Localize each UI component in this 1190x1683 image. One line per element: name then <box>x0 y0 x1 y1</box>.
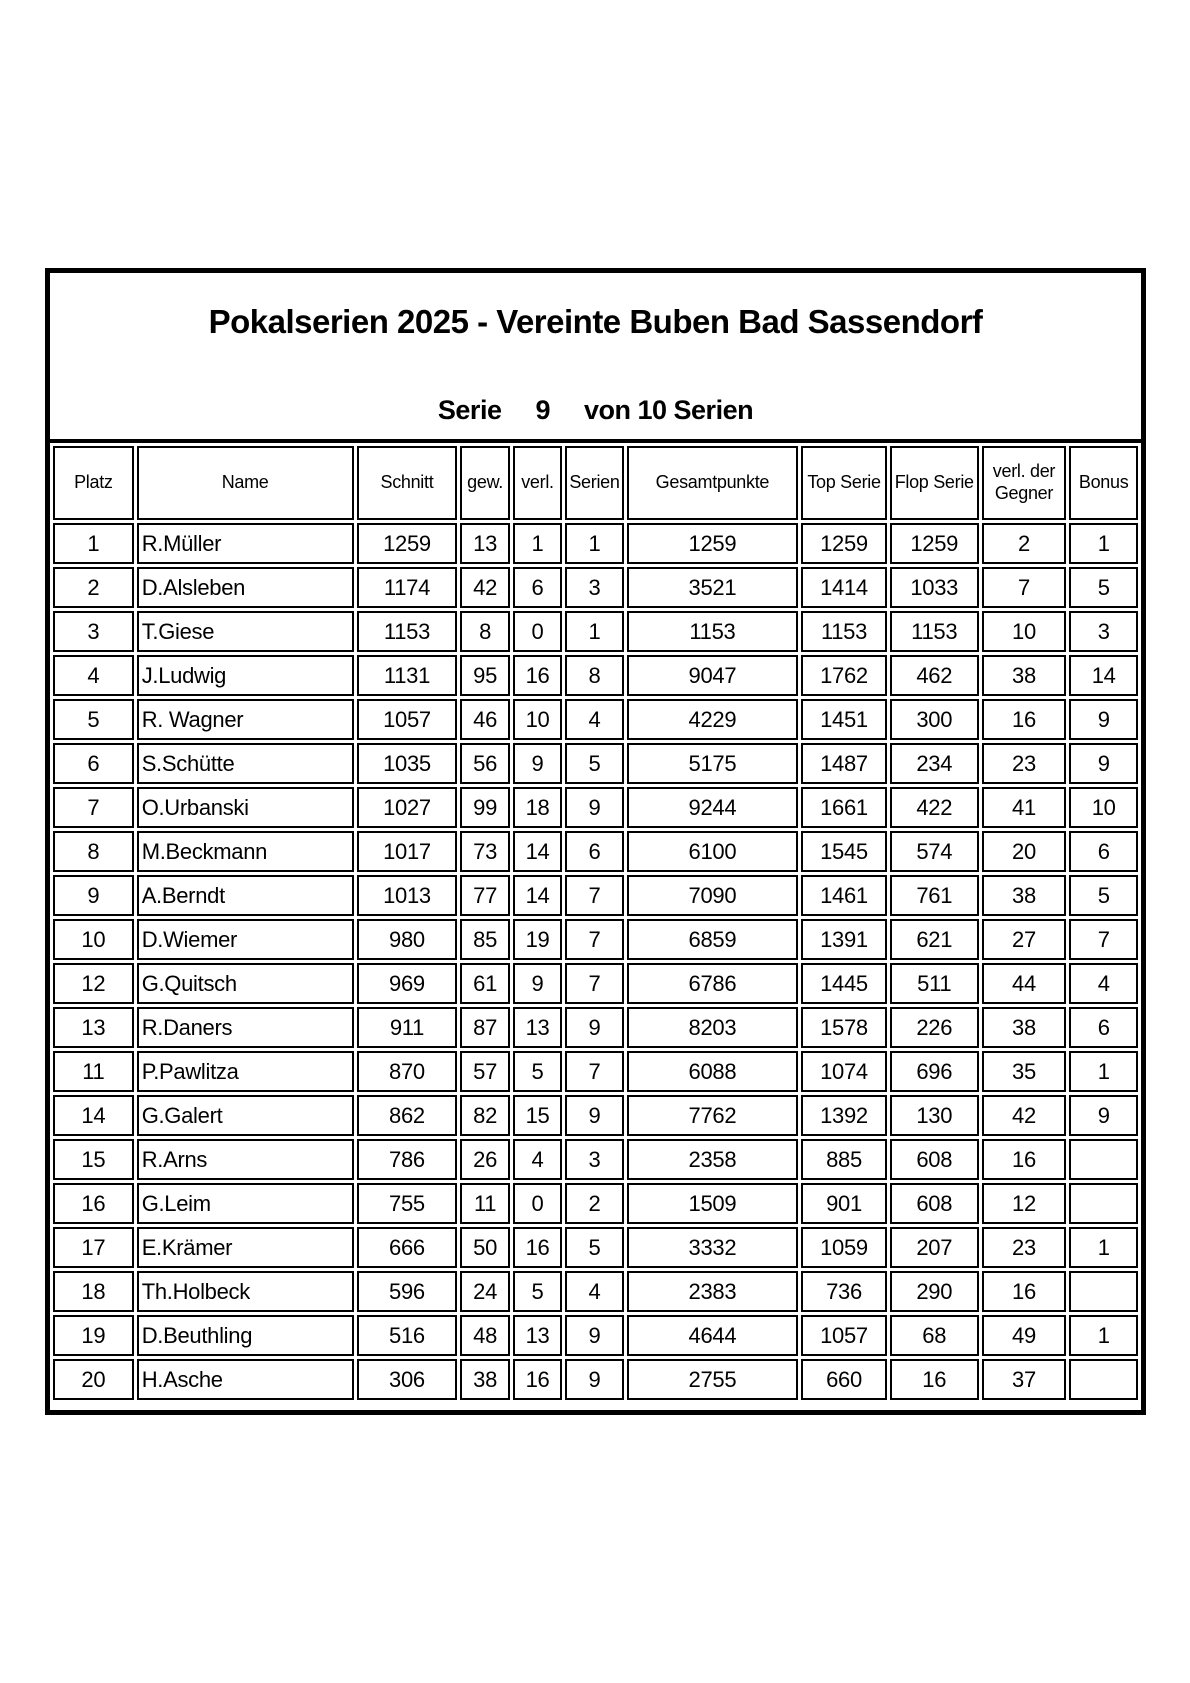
cell-top-serie: 1451 <box>801 699 887 740</box>
cell-verl: 9 <box>513 963 562 1004</box>
cell-verl-der-gegner: 37 <box>982 1359 1067 1400</box>
cell-verl: 19 <box>513 919 562 960</box>
cell-verl-der-gegner: 23 <box>982 743 1067 784</box>
cell-verl: 10 <box>513 699 562 740</box>
cell-gew: 73 <box>460 831 509 872</box>
cell-platz: 11 <box>53 1051 134 1092</box>
cell-name: M.Beckmann <box>137 831 354 872</box>
cell-verl-der-gegner: 16 <box>982 699 1067 740</box>
cell-name: D.Wiemer <box>137 919 354 960</box>
cell-verl-der-gegner: 38 <box>982 655 1067 696</box>
cell-flop-serie: 234 <box>890 743 979 784</box>
cell-gew: 8 <box>460 611 509 652</box>
cell-top-serie: 1762 <box>801 655 887 696</box>
cell-platz: 13 <box>53 1007 134 1048</box>
cell-bonus: 6 <box>1069 1007 1138 1048</box>
table-row <box>53 1359 1138 1400</box>
table-row <box>53 787 1138 828</box>
title-block <box>50 273 1141 443</box>
cell-serien: 5 <box>565 743 623 784</box>
cell-gesamtpunkte: 5175 <box>627 743 798 784</box>
cell-flop-serie: 608 <box>890 1139 979 1180</box>
column-header-gesamtpunkte: Gesamtpunkte <box>627 446 798 520</box>
table-row <box>53 831 1138 872</box>
cell-top-serie: 1259 <box>801 523 887 564</box>
cell-top-serie: 660 <box>801 1359 887 1400</box>
table-row <box>53 567 1138 608</box>
table-header <box>53 446 1138 520</box>
cell-verl-der-gegner: 42 <box>982 1095 1067 1136</box>
table-row <box>53 1183 1138 1224</box>
cell-platz: 8 <box>53 831 134 872</box>
cell-schnitt: 1174 <box>357 567 458 608</box>
cell-platz: 1 <box>53 523 134 564</box>
cell-name: T.Giese <box>137 611 354 652</box>
cell-serien: 4 <box>565 699 623 740</box>
cell-verl: 15 <box>513 1095 562 1136</box>
series-of-label: von 10 Serien <box>584 395 754 425</box>
page-title: Pokalserien 2025 - Vereinte Buben Bad Sassendorf <box>208 303 983 340</box>
table-row <box>53 875 1138 916</box>
cell-serien: 3 <box>565 567 623 608</box>
cell-verl-der-gegner: 2 <box>982 523 1067 564</box>
cell-serien: 9 <box>565 1095 623 1136</box>
cell-bonus: 14 <box>1069 655 1138 696</box>
cell-top-serie: 1461 <box>801 875 887 916</box>
cell-gesamtpunkte: 1153 <box>627 611 798 652</box>
cell-gew: 26 <box>460 1139 509 1180</box>
cell-bonus <box>1069 1359 1138 1400</box>
cell-verl: 9 <box>513 743 562 784</box>
cell-verl-der-gegner: 23 <box>982 1227 1067 1268</box>
cell-gesamtpunkte: 2383 <box>627 1271 798 1312</box>
table-row <box>53 1095 1138 1136</box>
cell-verl-der-gegner: 27 <box>982 919 1067 960</box>
cell-bonus: 5 <box>1069 875 1138 916</box>
cell-bonus: 10 <box>1069 787 1138 828</box>
results-document-frame <box>45 268 1146 1415</box>
cell-top-serie: 1153 <box>801 611 887 652</box>
cell-top-serie: 1074 <box>801 1051 887 1092</box>
column-header-name: Name <box>137 446 354 520</box>
cell-top-serie: 1578 <box>801 1007 887 1048</box>
cell-gew: 50 <box>460 1227 509 1268</box>
cell-flop-serie: 290 <box>890 1271 979 1312</box>
cell-gew: 87 <box>460 1007 509 1048</box>
column-header-verl-der-gegner: verl. der Gegner <box>982 446 1067 520</box>
column-header-schnitt: Schnitt <box>357 446 458 520</box>
cell-gew: 57 <box>460 1051 509 1092</box>
cell-gesamtpunkte: 7762 <box>627 1095 798 1136</box>
cell-top-serie: 901 <box>801 1183 887 1224</box>
cell-top-serie: 1487 <box>801 743 887 784</box>
cell-name: G.Leim <box>137 1183 354 1224</box>
cell-gew: 24 <box>460 1271 509 1312</box>
cell-schnitt: 1259 <box>357 523 458 564</box>
cell-gesamtpunkte: 6088 <box>627 1051 798 1092</box>
cell-bonus: 5 <box>1069 567 1138 608</box>
cell-bonus <box>1069 1139 1138 1180</box>
cell-serien: 4 <box>565 1271 623 1312</box>
cell-serien: 7 <box>565 875 623 916</box>
table-row <box>53 655 1138 696</box>
cell-gesamtpunkte: 6786 <box>627 963 798 1004</box>
series-label: Serie <box>437 395 502 425</box>
cell-name: R.Müller <box>137 523 354 564</box>
cell-serien: 1 <box>565 611 623 652</box>
cell-gesamtpunkte: 7090 <box>627 875 798 916</box>
cell-gesamtpunkte: 4644 <box>627 1315 798 1356</box>
cell-verl: 1 <box>513 523 562 564</box>
cell-bonus: 4 <box>1069 963 1138 1004</box>
table-body <box>53 523 1138 1400</box>
cell-flop-serie: 608 <box>890 1183 979 1224</box>
cell-top-serie: 1445 <box>801 963 887 1004</box>
cell-bonus: 9 <box>1069 1095 1138 1136</box>
series-subtitle <box>50 395 1141 426</box>
column-header-verl: verl. <box>513 446 562 520</box>
cell-gew: 42 <box>460 567 509 608</box>
cell-verl: 13 <box>513 1007 562 1048</box>
cell-top-serie: 885 <box>801 1139 887 1180</box>
table-row <box>53 1271 1138 1312</box>
cell-schnitt: 306 <box>357 1359 458 1400</box>
table-row <box>53 699 1138 740</box>
cell-gew: 46 <box>460 699 509 740</box>
cell-schnitt: 516 <box>357 1315 458 1356</box>
cell-serien: 6 <box>565 831 623 872</box>
cell-schnitt: 755 <box>357 1183 458 1224</box>
cell-gew: 48 <box>460 1315 509 1356</box>
standings-table <box>50 443 1141 1403</box>
cell-platz: 16 <box>53 1183 134 1224</box>
header-row <box>53 446 1138 520</box>
cell-flop-serie: 1259 <box>890 523 979 564</box>
table-row <box>53 1139 1138 1180</box>
cell-name: A.Berndt <box>137 875 354 916</box>
cell-serien: 3 <box>565 1139 623 1180</box>
table-row <box>53 1315 1138 1356</box>
cell-gew: 77 <box>460 875 509 916</box>
cell-flop-serie: 1033 <box>890 567 979 608</box>
table-row <box>53 919 1138 960</box>
cell-platz: 7 <box>53 787 134 828</box>
cell-serien: 5 <box>565 1227 623 1268</box>
cell-name: S.Schütte <box>137 743 354 784</box>
cell-verl-der-gegner: 49 <box>982 1315 1067 1356</box>
cell-schnitt: 1027 <box>357 787 458 828</box>
cell-verl: 6 <box>513 567 562 608</box>
cell-gesamtpunkte: 1509 <box>627 1183 798 1224</box>
table-row <box>53 611 1138 652</box>
table-row <box>53 743 1138 784</box>
cell-serien: 7 <box>565 919 623 960</box>
cell-name: Th.Holbeck <box>137 1271 354 1312</box>
cell-verl-der-gegner: 38 <box>982 1007 1067 1048</box>
cell-verl-der-gegner: 38 <box>982 875 1067 916</box>
cell-bonus: 9 <box>1069 743 1138 784</box>
cell-verl-der-gegner: 41 <box>982 787 1067 828</box>
cell-verl: 16 <box>513 1227 562 1268</box>
cell-gew: 61 <box>460 963 509 1004</box>
cell-top-serie: 1059 <box>801 1227 887 1268</box>
cell-verl: 13 <box>513 1315 562 1356</box>
cell-name: R. Wagner <box>137 699 354 740</box>
cell-gew: 11 <box>460 1183 509 1224</box>
cell-schnitt: 911 <box>357 1007 458 1048</box>
cell-serien: 1 <box>565 523 623 564</box>
cell-gew: 13 <box>460 523 509 564</box>
cell-schnitt: 1017 <box>357 831 458 872</box>
cell-schnitt: 862 <box>357 1095 458 1136</box>
table-row <box>53 1007 1138 1048</box>
table-row <box>53 963 1138 1004</box>
cell-bonus: 1 <box>1069 523 1138 564</box>
cell-verl-der-gegner: 12 <box>982 1183 1067 1224</box>
cell-serien: 8 <box>565 655 623 696</box>
cell-verl: 5 <box>513 1271 562 1312</box>
cell-verl: 0 <box>513 1183 562 1224</box>
cell-gew: 95 <box>460 655 509 696</box>
cell-bonus: 1 <box>1069 1227 1138 1268</box>
cell-gesamtpunkte: 6859 <box>627 919 798 960</box>
cell-platz: 17 <box>53 1227 134 1268</box>
cell-verl: 14 <box>513 831 562 872</box>
cell-bonus: 6 <box>1069 831 1138 872</box>
cell-flop-serie: 511 <box>890 963 979 1004</box>
cell-bonus <box>1069 1183 1138 1224</box>
table-row <box>53 1051 1138 1092</box>
cell-gesamtpunkte: 2755 <box>627 1359 798 1400</box>
cell-platz: 18 <box>53 1271 134 1312</box>
column-header-top-serie: Top Serie <box>801 446 887 520</box>
cell-flop-serie: 422 <box>890 787 979 828</box>
column-header-gew: gew. <box>460 446 509 520</box>
cell-serien: 9 <box>565 1315 623 1356</box>
cell-verl-der-gegner: 7 <box>982 567 1067 608</box>
cell-schnitt: 1013 <box>357 875 458 916</box>
cell-bonus <box>1069 1271 1138 1312</box>
cell-verl: 0 <box>513 611 562 652</box>
cell-flop-serie: 300 <box>890 699 979 740</box>
cell-flop-serie: 130 <box>890 1095 979 1136</box>
cell-verl: 16 <box>513 1359 562 1400</box>
cell-name: R.Daners <box>137 1007 354 1048</box>
cell-verl-der-gegner: 20 <box>982 831 1067 872</box>
cell-verl-der-gegner: 16 <box>982 1139 1067 1180</box>
cell-gesamtpunkte: 6100 <box>627 831 798 872</box>
cell-flop-serie: 1153 <box>890 611 979 652</box>
cell-name: G.Galert <box>137 1095 354 1136</box>
cell-flop-serie: 621 <box>890 919 979 960</box>
cell-gesamtpunkte: 3521 <box>627 567 798 608</box>
cell-name: J.Ludwig <box>137 655 354 696</box>
cell-flop-serie: 207 <box>890 1227 979 1268</box>
cell-name: G.Quitsch <box>137 963 354 1004</box>
cell-schnitt: 1131 <box>357 655 458 696</box>
cell-top-serie: 1391 <box>801 919 887 960</box>
cell-name: O.Urbanski <box>137 787 354 828</box>
cell-schnitt: 786 <box>357 1139 458 1180</box>
cell-name: D.Alsleben <box>137 567 354 608</box>
cell-schnitt: 870 <box>357 1051 458 1092</box>
cell-gesamtpunkte: 9047 <box>627 655 798 696</box>
column-header-platz: Platz <box>53 446 134 520</box>
cell-gew: 38 <box>460 1359 509 1400</box>
cell-top-serie: 1057 <box>801 1315 887 1356</box>
cell-top-serie: 1545 <box>801 831 887 872</box>
cell-schnitt: 1153 <box>357 611 458 652</box>
cell-schnitt: 1035 <box>357 743 458 784</box>
cell-serien: 9 <box>565 1007 623 1048</box>
cell-schnitt: 969 <box>357 963 458 1004</box>
cell-top-serie: 1661 <box>801 787 887 828</box>
cell-platz: 15 <box>53 1139 134 1180</box>
cell-gesamtpunkte: 1259 <box>627 523 798 564</box>
cell-platz: 6 <box>53 743 134 784</box>
cell-bonus: 3 <box>1069 611 1138 652</box>
cell-platz: 19 <box>53 1315 134 1356</box>
cell-verl-der-gegner: 16 <box>982 1271 1067 1312</box>
cell-flop-serie: 696 <box>890 1051 979 1092</box>
column-header-serien: Serien <box>565 446 623 520</box>
cell-top-serie: 1392 <box>801 1095 887 1136</box>
cell-gew: 82 <box>460 1095 509 1136</box>
cell-flop-serie: 761 <box>890 875 979 916</box>
cell-flop-serie: 226 <box>890 1007 979 1048</box>
cell-gesamtpunkte: 2358 <box>627 1139 798 1180</box>
cell-verl-der-gegner: 35 <box>982 1051 1067 1092</box>
cell-serien: 9 <box>565 787 623 828</box>
cell-schnitt: 1057 <box>357 699 458 740</box>
cell-platz: 4 <box>53 655 134 696</box>
cell-verl: 14 <box>513 875 562 916</box>
cell-gesamtpunkte: 3332 <box>627 1227 798 1268</box>
cell-flop-serie: 68 <box>890 1315 979 1356</box>
cell-name: E.Krämer <box>137 1227 354 1268</box>
cell-bonus: 1 <box>1069 1315 1138 1356</box>
cell-name: R.Arns <box>137 1139 354 1180</box>
table-row <box>53 1227 1138 1268</box>
cell-schnitt: 666 <box>357 1227 458 1268</box>
cell-top-serie: 736 <box>801 1271 887 1312</box>
cell-bonus: 7 <box>1069 919 1138 960</box>
cell-flop-serie: 574 <box>890 831 979 872</box>
cell-gesamtpunkte: 8203 <box>627 1007 798 1048</box>
cell-schnitt: 980 <box>357 919 458 960</box>
cell-verl: 16 <box>513 655 562 696</box>
cell-name: P.Pawlitza <box>137 1051 354 1092</box>
cell-gew: 99 <box>460 787 509 828</box>
cell-serien: 7 <box>565 1051 623 1092</box>
cell-platz: 2 <box>53 567 134 608</box>
cell-platz: 10 <box>53 919 134 960</box>
cell-serien: 2 <box>565 1183 623 1224</box>
cell-gesamtpunkte: 4229 <box>627 699 798 740</box>
cell-platz: 9 <box>53 875 134 916</box>
cell-platz: 14 <box>53 1095 134 1136</box>
cell-serien: 9 <box>565 1359 623 1400</box>
cell-verl-der-gegner: 10 <box>982 611 1067 652</box>
cell-verl: 5 <box>513 1051 562 1092</box>
cell-platz: 5 <box>53 699 134 740</box>
cell-verl-der-gegner: 44 <box>982 963 1067 1004</box>
table-row <box>53 523 1138 564</box>
cell-platz: 20 <box>53 1359 134 1400</box>
column-header-bonus: Bonus <box>1069 446 1138 520</box>
column-header-flop-serie: Flop Serie <box>890 446 979 520</box>
cell-serien: 7 <box>565 963 623 1004</box>
cell-gesamtpunkte: 9244 <box>627 787 798 828</box>
series-number: 9 <box>535 395 550 425</box>
cell-gew: 85 <box>460 919 509 960</box>
cell-name: H.Asche <box>137 1359 354 1400</box>
cell-bonus: 9 <box>1069 699 1138 740</box>
cell-verl: 18 <box>513 787 562 828</box>
cell-schnitt: 596 <box>357 1271 458 1312</box>
cell-platz: 3 <box>53 611 134 652</box>
cell-bonus: 1 <box>1069 1051 1138 1092</box>
cell-platz: 12 <box>53 963 134 1004</box>
cell-verl: 4 <box>513 1139 562 1180</box>
cell-flop-serie: 16 <box>890 1359 979 1400</box>
cell-flop-serie: 462 <box>890 655 979 696</box>
cell-top-serie: 1414 <box>801 567 887 608</box>
cell-name: D.Beuthling <box>137 1315 354 1356</box>
cell-gew: 56 <box>460 743 509 784</box>
